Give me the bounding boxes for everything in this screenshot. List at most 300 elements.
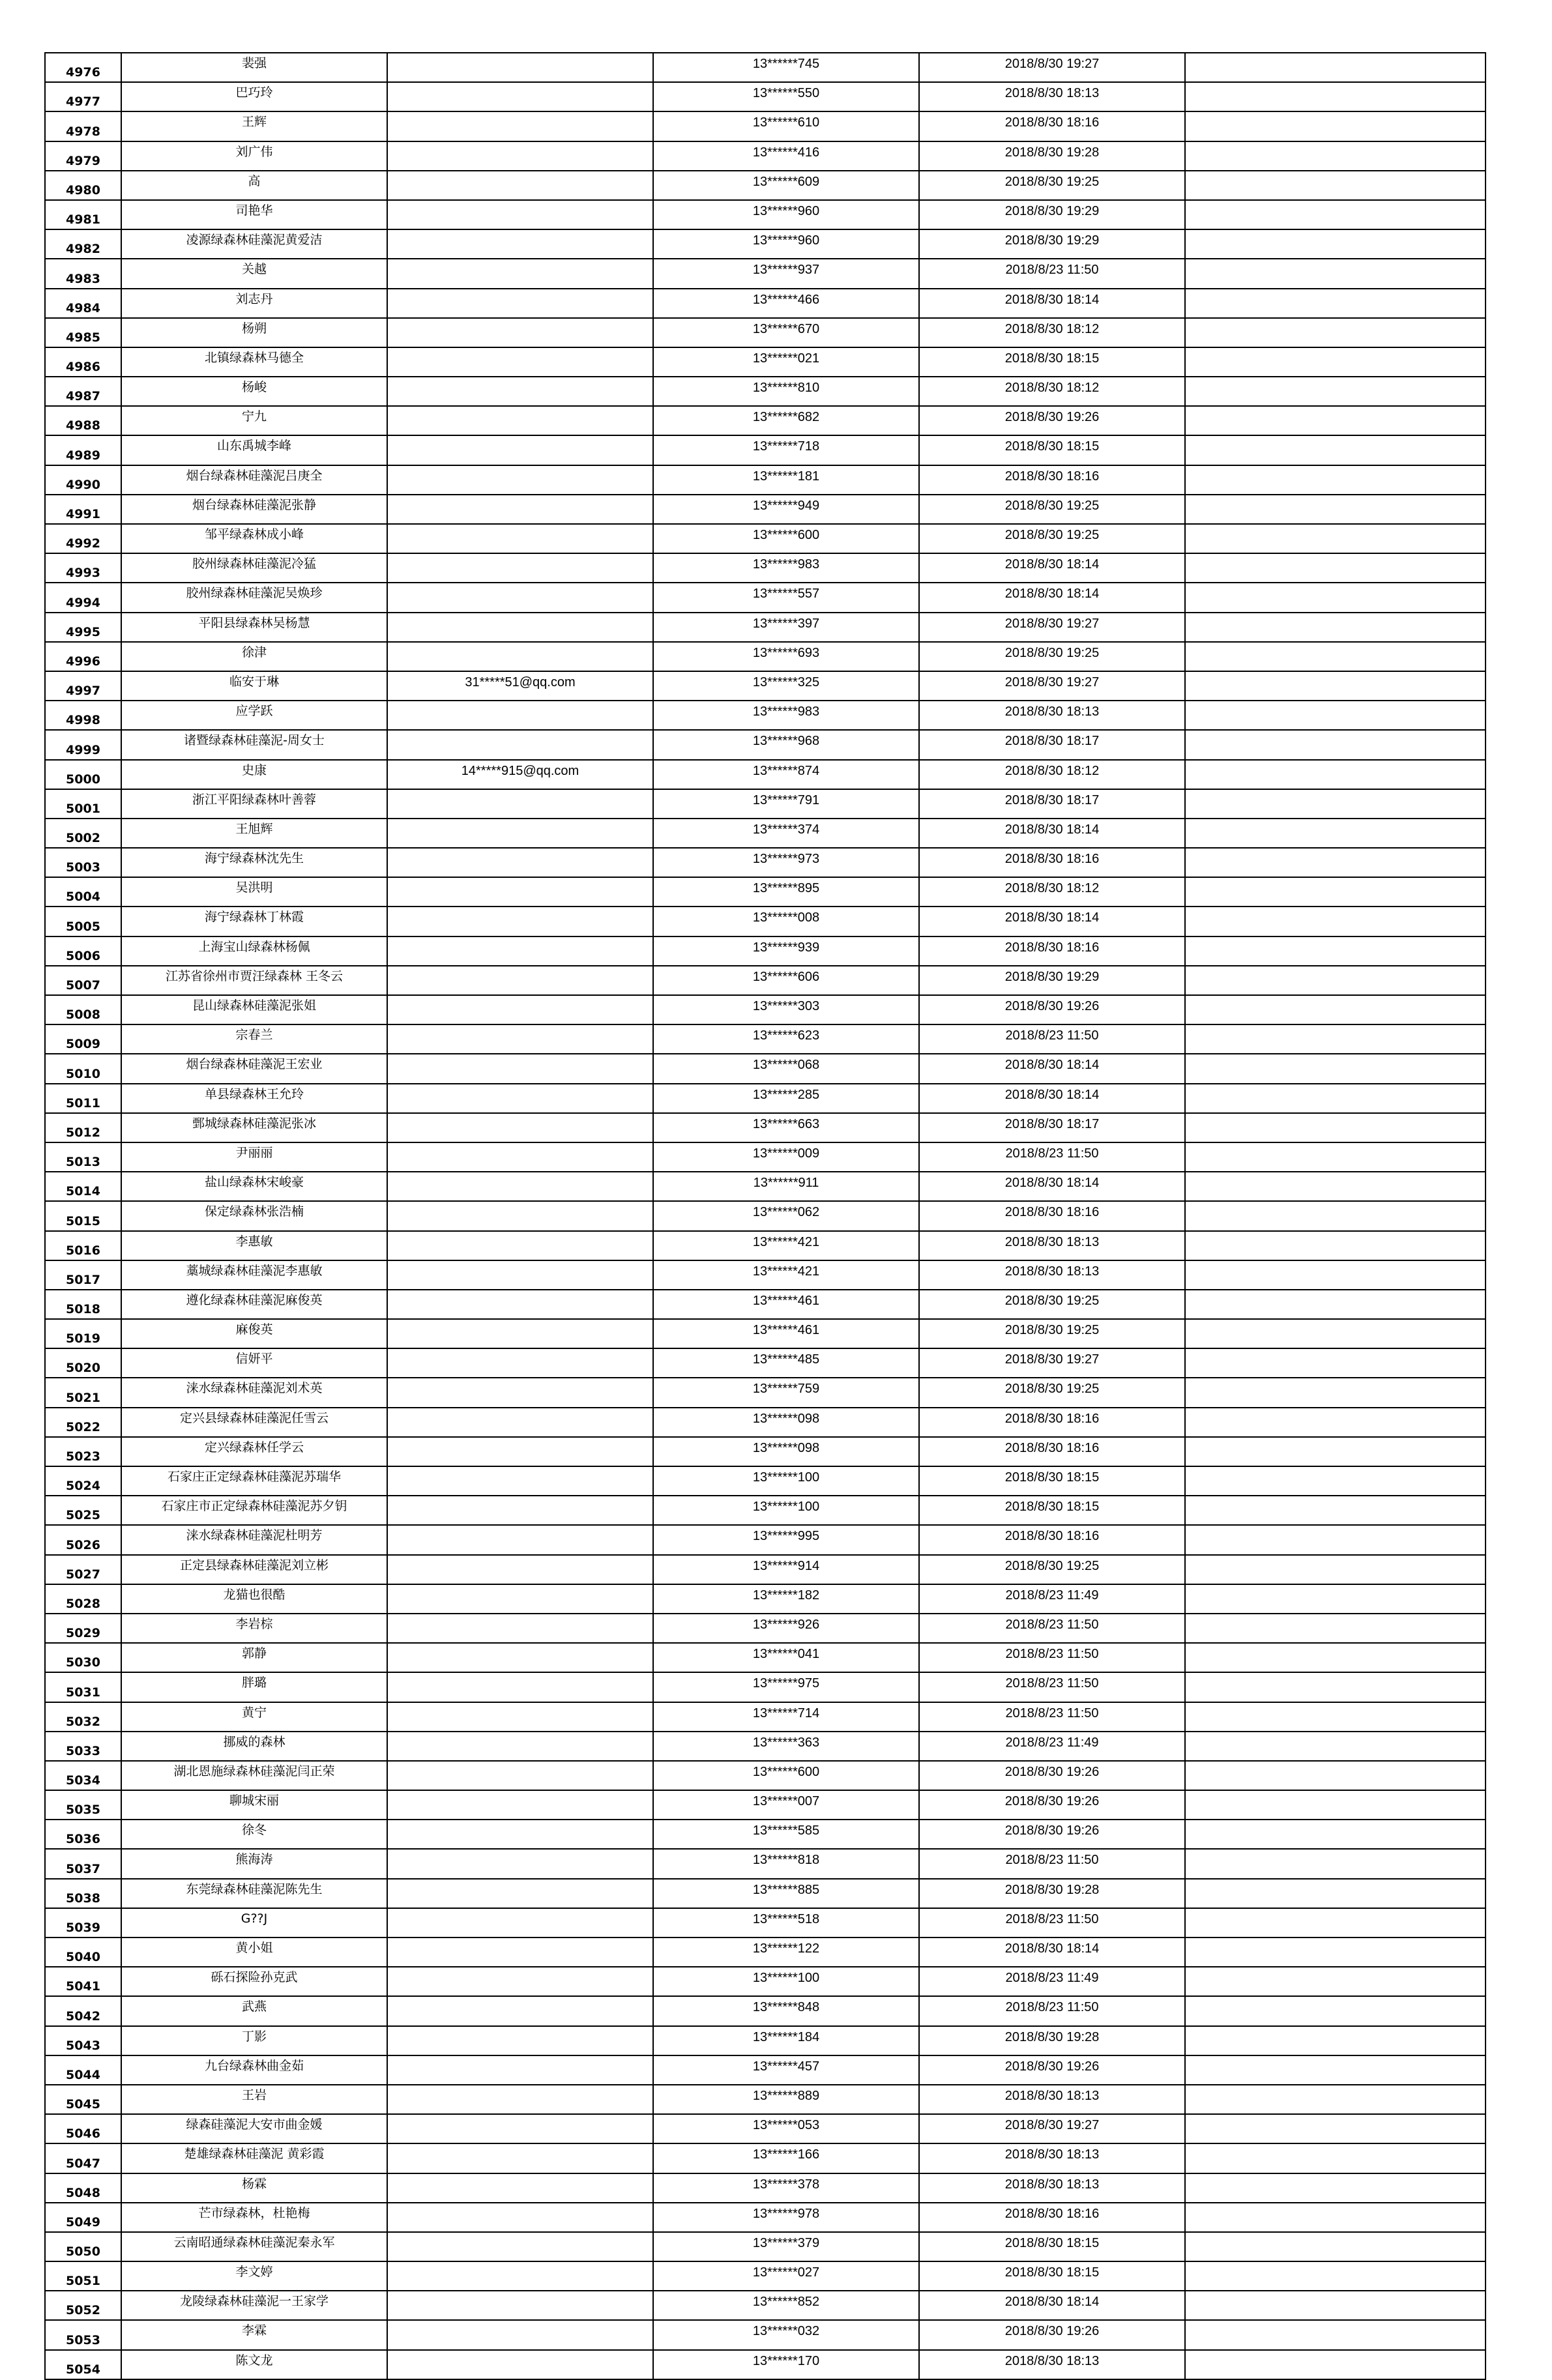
time-cell: 2018/8/30 18:13 bbox=[919, 82, 1185, 111]
row-number: 5019 bbox=[45, 1319, 121, 1348]
time-cell: 2018/8/30 18:15 bbox=[919, 347, 1185, 377]
table-row bbox=[45, 1231, 1486, 1260]
time-cell: 2018/8/30 18:16 bbox=[919, 1437, 1185, 1466]
email-cell bbox=[387, 1555, 653, 1584]
phone-cell: 13******911 bbox=[653, 1172, 919, 1201]
name-cell: 砾石探险孙克武 bbox=[121, 1967, 387, 1996]
name-cell: 聊城宋丽 bbox=[121, 1790, 387, 1820]
row-number: 4999 bbox=[45, 730, 121, 759]
email-cell bbox=[387, 2173, 653, 2203]
table-row bbox=[45, 524, 1486, 553]
time-cell: 2018/8/30 18:16 bbox=[919, 111, 1185, 141]
note-cell bbox=[1185, 819, 1486, 848]
phone-cell: 13******682 bbox=[653, 406, 919, 435]
table-row bbox=[45, 760, 1486, 789]
time-cell: 2018/8/30 18:12 bbox=[919, 760, 1185, 789]
row-number: 5052 bbox=[45, 2291, 121, 2320]
time-cell: 2018/8/30 19:26 bbox=[919, 2055, 1185, 2085]
name-cell: 刘志丹 bbox=[121, 289, 387, 318]
email-cell bbox=[387, 1937, 653, 1967]
phone-cell: 13******670 bbox=[653, 318, 919, 347]
name-cell: G??J bbox=[121, 1908, 387, 1937]
time-cell: 2018/8/30 19:27 bbox=[919, 2114, 1185, 2143]
name-cell: 昆山绿森林硅藻泥张姐 bbox=[121, 995, 387, 1024]
phone-cell: 13******122 bbox=[653, 1937, 919, 1967]
note-cell bbox=[1185, 111, 1486, 141]
table-row bbox=[45, 1702, 1486, 1732]
name-cell: 烟台绿森林硅藻泥吕庚全 bbox=[121, 465, 387, 495]
table-row bbox=[45, 2232, 1486, 2261]
note-cell bbox=[1185, 701, 1486, 730]
name-cell: 定兴绿森林任学云 bbox=[121, 1437, 387, 1466]
table-row bbox=[45, 171, 1486, 200]
note-cell bbox=[1185, 1584, 1486, 1614]
email-cell bbox=[387, 1408, 653, 1437]
row-number: 5008 bbox=[45, 995, 121, 1024]
time-cell: 2018/8/30 19:25 bbox=[919, 1555, 1185, 1584]
time-cell: 2018/8/30 18:13 bbox=[919, 1231, 1185, 1260]
phone-cell: 13******100 bbox=[653, 1466, 919, 1496]
email-cell bbox=[387, 1672, 653, 1702]
table-row bbox=[45, 82, 1486, 111]
phone-cell: 13******397 bbox=[653, 613, 919, 642]
note-cell bbox=[1185, 1496, 1486, 1525]
table-row bbox=[45, 1996, 1486, 2025]
time-cell: 2018/8/30 18:16 bbox=[919, 465, 1185, 495]
note-cell bbox=[1185, 2232, 1486, 2261]
phone-cell: 13******009 bbox=[653, 1142, 919, 1172]
time-cell: 2018/8/30 18:14 bbox=[919, 819, 1185, 848]
name-cell: 黄小姐 bbox=[121, 1937, 387, 1967]
time-cell: 2018/8/30 18:17 bbox=[919, 730, 1185, 759]
note-cell bbox=[1185, 1378, 1486, 1407]
phone-cell: 13******008 bbox=[653, 907, 919, 936]
name-cell: 杨峻 bbox=[121, 377, 387, 406]
row-number: 5045 bbox=[45, 2085, 121, 2114]
table-row bbox=[45, 1084, 1486, 1113]
name-cell: 海宁绿森林沈先生 bbox=[121, 848, 387, 877]
name-cell: 烟台绿森林硅藻泥王宏业 bbox=[121, 1054, 387, 1083]
note-cell bbox=[1185, 1761, 1486, 1790]
email-cell bbox=[387, 524, 653, 553]
phone-cell: 13******550 bbox=[653, 82, 919, 111]
table-row bbox=[45, 2085, 1486, 2114]
table-row bbox=[45, 553, 1486, 583]
phone-cell: 13******609 bbox=[653, 171, 919, 200]
phone-cell: 13******663 bbox=[653, 1113, 919, 1142]
time-cell: 2018/8/30 18:14 bbox=[919, 1084, 1185, 1113]
name-cell: 丁影 bbox=[121, 2026, 387, 2055]
table-row bbox=[45, 141, 1486, 171]
time-cell: 2018/8/30 18:14 bbox=[919, 583, 1185, 612]
time-cell: 2018/8/30 18:13 bbox=[919, 2143, 1185, 2173]
row-number: 5037 bbox=[45, 1849, 121, 1878]
name-cell: 宁九 bbox=[121, 406, 387, 435]
time-cell: 2018/8/23 11:50 bbox=[919, 1024, 1185, 1054]
row-number: 5028 bbox=[45, 1584, 121, 1614]
name-cell: 江苏省徐州市贾汪绿森林 王冬云 bbox=[121, 966, 387, 995]
row-number: 5024 bbox=[45, 1466, 121, 1496]
phone-cell: 13******461 bbox=[653, 1319, 919, 1348]
row-number: 4980 bbox=[45, 171, 121, 200]
table-row bbox=[45, 1732, 1486, 1761]
row-number: 4997 bbox=[45, 671, 121, 701]
name-cell: 海宁绿森林丁林霞 bbox=[121, 907, 387, 936]
phone-cell: 13******557 bbox=[653, 583, 919, 612]
row-number: 5054 bbox=[45, 2350, 121, 2379]
row-number: 5030 bbox=[45, 1643, 121, 1672]
row-number: 4989 bbox=[45, 435, 121, 465]
time-cell: 2018/8/23 11:50 bbox=[919, 1672, 1185, 1702]
email-cell bbox=[387, 936, 653, 966]
phone-cell: 13******978 bbox=[653, 2203, 919, 2232]
row-number: 5014 bbox=[45, 1172, 121, 1201]
email-cell: 14*****915@qq.com bbox=[387, 760, 653, 789]
row-number: 4990 bbox=[45, 465, 121, 495]
email-cell bbox=[387, 171, 653, 200]
time-cell: 2018/8/30 19:26 bbox=[919, 1820, 1185, 1849]
time-cell: 2018/8/30 19:26 bbox=[919, 1790, 1185, 1820]
phone-cell: 13******960 bbox=[653, 200, 919, 229]
table-row bbox=[45, 1525, 1486, 1554]
name-cell: 麻俊英 bbox=[121, 1319, 387, 1348]
email-cell bbox=[387, 642, 653, 671]
note-cell bbox=[1185, 1614, 1486, 1643]
phone-cell: 13******485 bbox=[653, 1348, 919, 1378]
name-cell: 保定绿森林张浩楠 bbox=[121, 1201, 387, 1230]
email-cell bbox=[387, 53, 653, 82]
table-row bbox=[45, 1290, 1486, 1319]
note-cell bbox=[1185, 1967, 1486, 1996]
phone-cell: 13******181 bbox=[653, 465, 919, 495]
table-row bbox=[45, 995, 1486, 1024]
table-row bbox=[45, 1172, 1486, 1201]
row-number: 5034 bbox=[45, 1761, 121, 1790]
email-cell bbox=[387, 1378, 653, 1407]
name-cell: 胶州绿森林硅藻泥吴焕珍 bbox=[121, 583, 387, 612]
email-cell bbox=[387, 465, 653, 495]
email-cell bbox=[387, 406, 653, 435]
time-cell: 2018/8/23 11:50 bbox=[919, 1702, 1185, 1732]
name-cell: 关越 bbox=[121, 259, 387, 288]
row-number: 5007 bbox=[45, 966, 121, 995]
email-cell bbox=[387, 377, 653, 406]
email-cell bbox=[387, 1761, 653, 1790]
phone-cell: 13******600 bbox=[653, 524, 919, 553]
email-cell bbox=[387, 1702, 653, 1732]
time-cell: 2018/8/30 19:25 bbox=[919, 495, 1185, 524]
email-cell bbox=[387, 2261, 653, 2291]
name-cell: 浙江平阳绿森林叶善蓉 bbox=[121, 789, 387, 819]
note-cell bbox=[1185, 2143, 1486, 2173]
table-row bbox=[45, 642, 1486, 671]
row-number: 5040 bbox=[45, 1937, 121, 1967]
time-cell: 2018/8/30 19:25 bbox=[919, 171, 1185, 200]
note-cell bbox=[1185, 53, 1486, 82]
phone-cell: 13******053 bbox=[653, 2114, 919, 2143]
time-cell: 2018/8/30 18:16 bbox=[919, 1525, 1185, 1554]
phone-cell: 13******041 bbox=[653, 1643, 919, 1672]
email-cell bbox=[387, 1967, 653, 1996]
row-number: 5038 bbox=[45, 1879, 121, 1908]
phone-cell: 13******600 bbox=[653, 1761, 919, 1790]
row-number: 5039 bbox=[45, 1908, 121, 1937]
email-cell bbox=[387, 435, 653, 465]
name-cell: 烟台绿森林硅藻泥张静 bbox=[121, 495, 387, 524]
table-row bbox=[45, 1319, 1486, 1348]
name-cell: 杨朔 bbox=[121, 318, 387, 347]
email-cell bbox=[387, 318, 653, 347]
name-cell: 涞水绿森林硅藻泥刘术英 bbox=[121, 1378, 387, 1407]
table-row bbox=[45, 1967, 1486, 1996]
name-cell: 湖北恩施绿森林硅藻泥闫正荣 bbox=[121, 1761, 387, 1790]
table-row bbox=[45, 111, 1486, 141]
time-cell: 2018/8/30 18:13 bbox=[919, 1260, 1185, 1290]
phone-cell: 13******457 bbox=[653, 2055, 919, 2085]
table-row bbox=[45, 1672, 1486, 1702]
name-cell: 盐山绿森林宋峻豪 bbox=[121, 1172, 387, 1201]
phone-cell: 13******610 bbox=[653, 111, 919, 141]
phone-cell: 13******032 bbox=[653, 2320, 919, 2349]
time-cell: 2018/8/30 18:15 bbox=[919, 1496, 1185, 1525]
table-row bbox=[45, 936, 1486, 966]
phone-cell: 13******926 bbox=[653, 1614, 919, 1643]
email-cell bbox=[387, 259, 653, 288]
note-cell bbox=[1185, 1260, 1486, 1290]
note-cell bbox=[1185, 613, 1486, 642]
phone-cell: 13******852 bbox=[653, 2291, 919, 2320]
email-cell bbox=[387, 200, 653, 229]
time-cell: 2018/8/23 11:49 bbox=[919, 1584, 1185, 1614]
note-cell bbox=[1185, 877, 1486, 907]
note-cell bbox=[1185, 289, 1486, 318]
row-number: 5005 bbox=[45, 907, 121, 936]
table-row bbox=[45, 613, 1486, 642]
phone-cell: 13******718 bbox=[653, 435, 919, 465]
name-cell: 王辉 bbox=[121, 111, 387, 141]
phone-cell: 13******745 bbox=[653, 53, 919, 82]
time-cell: 2018/8/30 19:25 bbox=[919, 642, 1185, 671]
phone-cell: 13******606 bbox=[653, 966, 919, 995]
name-cell: 龙陵绿森林硅藻泥一王家学 bbox=[121, 2291, 387, 2320]
time-cell: 2018/8/30 18:14 bbox=[919, 907, 1185, 936]
note-cell bbox=[1185, 1879, 1486, 1908]
phone-cell: 13******585 bbox=[653, 1820, 919, 1849]
table-row bbox=[45, 289, 1486, 318]
note-cell bbox=[1185, 1849, 1486, 1878]
table-row bbox=[45, 1466, 1486, 1496]
time-cell: 2018/8/30 18:16 bbox=[919, 848, 1185, 877]
table-row bbox=[45, 2026, 1486, 2055]
registration-table bbox=[44, 52, 1486, 2380]
time-cell: 2018/8/23 11:50 bbox=[919, 1643, 1185, 1672]
time-cell: 2018/8/23 11:50 bbox=[919, 1614, 1185, 1643]
email-cell bbox=[387, 1466, 653, 1496]
table-row bbox=[45, 701, 1486, 730]
time-cell: 2018/8/30 18:15 bbox=[919, 2232, 1185, 2261]
name-cell: 刘广伟 bbox=[121, 141, 387, 171]
table-row bbox=[45, 730, 1486, 759]
table-row bbox=[45, 465, 1486, 495]
note-cell bbox=[1185, 1820, 1486, 1849]
email-cell bbox=[387, 1525, 653, 1554]
phone-cell: 13******379 bbox=[653, 2232, 919, 2261]
table-row bbox=[45, 583, 1486, 612]
phone-cell: 13******421 bbox=[653, 1231, 919, 1260]
name-cell: 胶州绿森林硅藻泥冷猛 bbox=[121, 553, 387, 583]
table-row bbox=[45, 1614, 1486, 1643]
phone-cell: 13******914 bbox=[653, 1555, 919, 1584]
name-cell: 诸暨绿森林硅藻泥-周女士 bbox=[121, 730, 387, 759]
table-row bbox=[45, 1260, 1486, 1290]
phone-cell: 13******885 bbox=[653, 1879, 919, 1908]
time-cell: 2018/8/23 11:50 bbox=[919, 1849, 1185, 1878]
email-cell bbox=[387, 1201, 653, 1230]
row-number: 5015 bbox=[45, 1201, 121, 1230]
phone-cell: 13******416 bbox=[653, 141, 919, 171]
note-cell bbox=[1185, 2320, 1486, 2349]
name-cell: 上海宝山绿森林杨佩 bbox=[121, 936, 387, 966]
table-row bbox=[45, 2291, 1486, 2320]
row-number: 4992 bbox=[45, 524, 121, 553]
time-cell: 2018/8/30 19:29 bbox=[919, 229, 1185, 259]
row-number: 5041 bbox=[45, 1967, 121, 1996]
note-cell bbox=[1185, 2026, 1486, 2055]
row-number: 5029 bbox=[45, 1614, 121, 1643]
time-cell: 2018/8/30 19:25 bbox=[919, 1378, 1185, 1407]
row-number: 5001 bbox=[45, 789, 121, 819]
name-cell: 吴洪明 bbox=[121, 877, 387, 907]
email-cell bbox=[387, 1820, 653, 1849]
time-cell: 2018/8/30 19:27 bbox=[919, 53, 1185, 82]
phone-cell: 13******466 bbox=[653, 289, 919, 318]
time-cell: 2018/8/30 19:29 bbox=[919, 200, 1185, 229]
table-row bbox=[45, 1408, 1486, 1437]
email-cell bbox=[387, 966, 653, 995]
table-row bbox=[45, 1201, 1486, 1230]
row-number: 5049 bbox=[45, 2203, 121, 2232]
email-cell bbox=[387, 2203, 653, 2232]
phone-cell: 13******182 bbox=[653, 1584, 919, 1614]
row-number: 5051 bbox=[45, 2261, 121, 2291]
row-number: 5004 bbox=[45, 877, 121, 907]
table-row bbox=[45, 1437, 1486, 1466]
time-cell: 2018/8/30 18:15 bbox=[919, 1466, 1185, 1496]
note-cell bbox=[1185, 1113, 1486, 1142]
email-cell bbox=[387, 347, 653, 377]
phone-cell: 13******100 bbox=[653, 1496, 919, 1525]
row-number: 5035 bbox=[45, 1790, 121, 1820]
row-number: 5025 bbox=[45, 1496, 121, 1525]
email-cell bbox=[387, 1437, 653, 1466]
phone-cell: 13******378 bbox=[653, 2173, 919, 2203]
time-cell: 2018/8/30 19:26 bbox=[919, 406, 1185, 435]
note-cell bbox=[1185, 848, 1486, 877]
row-number: 5021 bbox=[45, 1378, 121, 1407]
row-number: 5027 bbox=[45, 1555, 121, 1584]
name-cell: 杨霖 bbox=[121, 2173, 387, 2203]
row-number: 5050 bbox=[45, 2232, 121, 2261]
name-cell: 胖璐 bbox=[121, 1672, 387, 1702]
time-cell: 2018/8/30 18:12 bbox=[919, 318, 1185, 347]
phone-cell: 13******983 bbox=[653, 553, 919, 583]
note-cell bbox=[1185, 1525, 1486, 1554]
email-cell bbox=[387, 2143, 653, 2173]
row-number: 5018 bbox=[45, 1290, 121, 1319]
name-cell: 龙猫也很酷 bbox=[121, 1584, 387, 1614]
email-cell bbox=[387, 1024, 653, 1054]
phone-cell: 13******949 bbox=[653, 495, 919, 524]
phone-cell: 13******623 bbox=[653, 1024, 919, 1054]
table-row bbox=[45, 2173, 1486, 2203]
name-cell: 王岩 bbox=[121, 2085, 387, 2114]
time-cell: 2018/8/30 18:14 bbox=[919, 2291, 1185, 2320]
table-row bbox=[45, 200, 1486, 229]
name-cell: 巴巧玲 bbox=[121, 82, 387, 111]
email-cell bbox=[387, 1790, 653, 1820]
phone-cell: 13******518 bbox=[653, 1908, 919, 1937]
email-cell bbox=[387, 1260, 653, 1290]
row-number: 4983 bbox=[45, 259, 121, 288]
time-cell: 2018/8/30 18:13 bbox=[919, 2173, 1185, 2203]
note-cell bbox=[1185, 1231, 1486, 1260]
row-number: 4991 bbox=[45, 495, 121, 524]
time-cell: 2018/8/30 19:27 bbox=[919, 1348, 1185, 1378]
note-cell bbox=[1185, 1348, 1486, 1378]
table-row bbox=[45, 789, 1486, 819]
note-cell bbox=[1185, 730, 1486, 759]
phone-cell: 13******461 bbox=[653, 1290, 919, 1319]
note-cell bbox=[1185, 259, 1486, 288]
note-cell bbox=[1185, 553, 1486, 583]
table-row bbox=[45, 1790, 1486, 1820]
name-cell: 裴强 bbox=[121, 53, 387, 82]
phone-cell: 13******100 bbox=[653, 1967, 919, 1996]
time-cell: 2018/8/30 18:16 bbox=[919, 2203, 1185, 2232]
name-cell: 楚雄绿森林硅藻泥 黄彩霞 bbox=[121, 2143, 387, 2173]
phone-cell: 13******363 bbox=[653, 1732, 919, 1761]
email-cell bbox=[387, 907, 653, 936]
table-row bbox=[45, 259, 1486, 288]
note-cell bbox=[1185, 1024, 1486, 1054]
table-row bbox=[45, 495, 1486, 524]
time-cell: 2018/8/30 18:12 bbox=[919, 377, 1185, 406]
phone-cell: 13******939 bbox=[653, 936, 919, 966]
row-number: 5031 bbox=[45, 1672, 121, 1702]
table-row bbox=[45, 2114, 1486, 2143]
note-cell bbox=[1185, 1290, 1486, 1319]
phone-cell: 13******937 bbox=[653, 259, 919, 288]
note-cell bbox=[1185, 141, 1486, 171]
name-cell: 高 bbox=[121, 171, 387, 200]
note-cell bbox=[1185, 583, 1486, 612]
note-cell bbox=[1185, 2350, 1486, 2379]
note-cell bbox=[1185, 2085, 1486, 2114]
note-cell bbox=[1185, 2055, 1486, 2085]
email-cell bbox=[387, 2350, 653, 2379]
note-cell bbox=[1185, 1142, 1486, 1172]
name-cell: 定兴县绿森林硅藻泥任雪云 bbox=[121, 1408, 387, 1437]
row-number: 5033 bbox=[45, 1732, 121, 1761]
row-number: 5046 bbox=[45, 2114, 121, 2143]
row-number: 4986 bbox=[45, 347, 121, 377]
table-row bbox=[45, 877, 1486, 907]
email-cell bbox=[387, 1142, 653, 1172]
table-row bbox=[45, 1054, 1486, 1083]
row-number: 5003 bbox=[45, 848, 121, 877]
note-cell bbox=[1185, 82, 1486, 111]
table-row bbox=[45, 1879, 1486, 1908]
